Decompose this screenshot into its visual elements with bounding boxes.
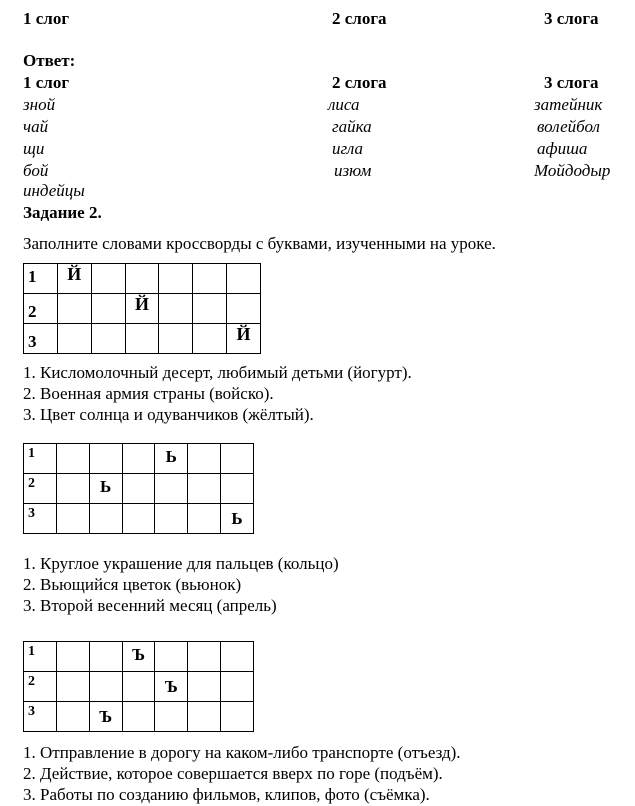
crossword-cell <box>221 444 254 474</box>
row-number: 1 <box>28 267 37 286</box>
crossword-cell <box>57 264 91 294</box>
crossword-cell <box>24 294 58 324</box>
crossword-cell <box>24 702 57 732</box>
crossword-letter: Ь <box>165 447 177 466</box>
crossword-cell <box>221 672 254 702</box>
crossword-cell <box>24 474 57 504</box>
crossword-cell <box>155 672 188 702</box>
crossword-letter: Ъ <box>99 707 113 726</box>
crossword-cell <box>227 324 261 354</box>
crossword-cell <box>57 294 91 324</box>
crossword-cell <box>56 672 89 702</box>
row-number: 3 <box>28 704 35 719</box>
clue: 1. Круглое украшение для пальцев (кольцо) <box>23 554 339 573</box>
crossword-letter: Й <box>67 264 82 284</box>
crossword-cell <box>221 642 254 672</box>
crossword-cell <box>24 672 57 702</box>
crossword-cell <box>188 642 221 672</box>
crossword-cell <box>24 324 58 354</box>
crossword-cell <box>122 474 155 504</box>
crossword-cell <box>56 702 89 732</box>
crossword-cell <box>188 444 221 474</box>
crossword-cell <box>122 444 155 474</box>
answer-word: гайка <box>332 117 372 136</box>
crossword-cell <box>57 324 91 354</box>
crossword-cell <box>122 642 155 672</box>
crossword-cell <box>89 504 122 534</box>
crossword-cell <box>125 324 159 354</box>
crossword-cell <box>89 642 122 672</box>
answer-word: зной <box>23 95 56 114</box>
crossword-cell <box>24 264 58 294</box>
crossword-cell <box>188 474 221 504</box>
answer-header-two-syllables: 2 слога <box>332 73 387 92</box>
crossword-cell <box>125 264 159 294</box>
crossword-letter: Ь <box>231 509 243 528</box>
crossword-cell <box>91 264 125 294</box>
crossword-cell <box>221 702 254 732</box>
crossword-cell <box>221 504 254 534</box>
crossword-2 <box>23 443 254 534</box>
answer-title: Ответ: <box>23 51 76 70</box>
row-number: 3 <box>28 332 37 351</box>
row-number: 2 <box>28 476 35 491</box>
answer-word: чай <box>23 117 49 136</box>
crossword-3 <box>23 641 254 732</box>
answer-header-three-syllables: 3 слога <box>544 73 599 92</box>
crossword-cell <box>155 702 188 732</box>
crossword-cell <box>155 504 188 534</box>
answer-word: лиса <box>328 95 360 114</box>
crossword-letter: Й <box>134 294 149 314</box>
clue: 2. Действие, которое совершается вверх по горе (подъём). <box>23 764 443 783</box>
crossword-letter: Ъ <box>164 677 178 696</box>
crossword-cell <box>24 642 57 672</box>
row-number: 1 <box>28 446 35 461</box>
crossword-cell <box>89 702 122 732</box>
crossword-cell <box>188 504 221 534</box>
answer-word: затейник <box>534 95 603 114</box>
task-instruction: Заполните словами кроссворды с буквами, изученными на уроке. <box>23 234 496 253</box>
row-number: 2 <box>28 302 37 321</box>
row-number: 3 <box>28 506 35 521</box>
crossword-cell <box>221 474 254 504</box>
answer-word: индейцы <box>23 181 85 200</box>
crossword-cell <box>56 474 89 504</box>
clue: 3. Второй весенний месяц (апрель) <box>23 596 277 615</box>
task-title: Задание 2. <box>23 203 102 222</box>
clue: 2. Вьющийся цветок (вьюнок) <box>23 575 242 594</box>
crossword-cell <box>89 444 122 474</box>
clue: 3. Цвет солнца и одуванчиков (жёлтый). <box>23 405 314 424</box>
row-number: 2 <box>28 674 35 689</box>
crossword-cell <box>193 324 227 354</box>
clue: 1. Кисломолочный десерт, любимый детьми (йогурт). <box>23 363 412 382</box>
crossword-cell <box>56 504 89 534</box>
crossword-cell <box>159 294 193 324</box>
crossword-cell <box>193 294 227 324</box>
crossword-cell <box>227 264 261 294</box>
crossword-cell <box>125 294 159 324</box>
crossword-letter: Й <box>236 324 251 344</box>
crossword-cell <box>155 444 188 474</box>
crossword-cell <box>91 324 125 354</box>
clue: 1. Отправление в дорогу на каком-либо транспорте (отъезд). <box>23 743 461 762</box>
clue: 2. Военная армия страны (войско). <box>23 384 274 403</box>
crossword-cell <box>122 504 155 534</box>
header-three-syllables: 3 слога <box>544 9 599 28</box>
crossword-cell <box>155 642 188 672</box>
header-one-syllable: 1 слог <box>23 9 70 28</box>
crossword-cell <box>56 642 89 672</box>
answer-header-one-syllable: 1 слог <box>23 73 70 92</box>
crossword-letter: Ъ <box>131 645 145 664</box>
crossword-cell <box>122 702 155 732</box>
answer-word: изюм <box>334 161 372 180</box>
crossword-cell <box>91 294 125 324</box>
crossword-cell <box>188 672 221 702</box>
crossword-letter: Ь <box>99 477 112 496</box>
answer-word: игла <box>332 139 364 158</box>
crossword-cell <box>122 672 155 702</box>
crossword-cell <box>227 294 261 324</box>
header-two-syllables: 2 слога <box>332 9 387 28</box>
crossword-cell <box>56 444 89 474</box>
crossword-cell <box>24 444 57 474</box>
row-number: 1 <box>28 644 35 659</box>
crossword-cell <box>159 264 193 294</box>
answer-word: афиша <box>537 139 588 158</box>
crossword-cell <box>188 702 221 732</box>
crossword-cell <box>155 474 188 504</box>
crossword-cell <box>24 504 57 534</box>
answer-word: бой <box>23 161 49 180</box>
crossword-cell <box>193 264 227 294</box>
answer-word: Мойдодыр <box>534 161 611 180</box>
answer-word: волейбол <box>537 117 600 136</box>
crossword-cell <box>159 324 193 354</box>
crossword-1 <box>23 263 261 354</box>
crossword-cell <box>89 672 122 702</box>
answer-word: щи <box>23 139 45 158</box>
clue: 3. Работы по созданию фильмов, клипов, фото (съёмка). <box>23 785 430 804</box>
crossword-cell <box>89 474 122 504</box>
